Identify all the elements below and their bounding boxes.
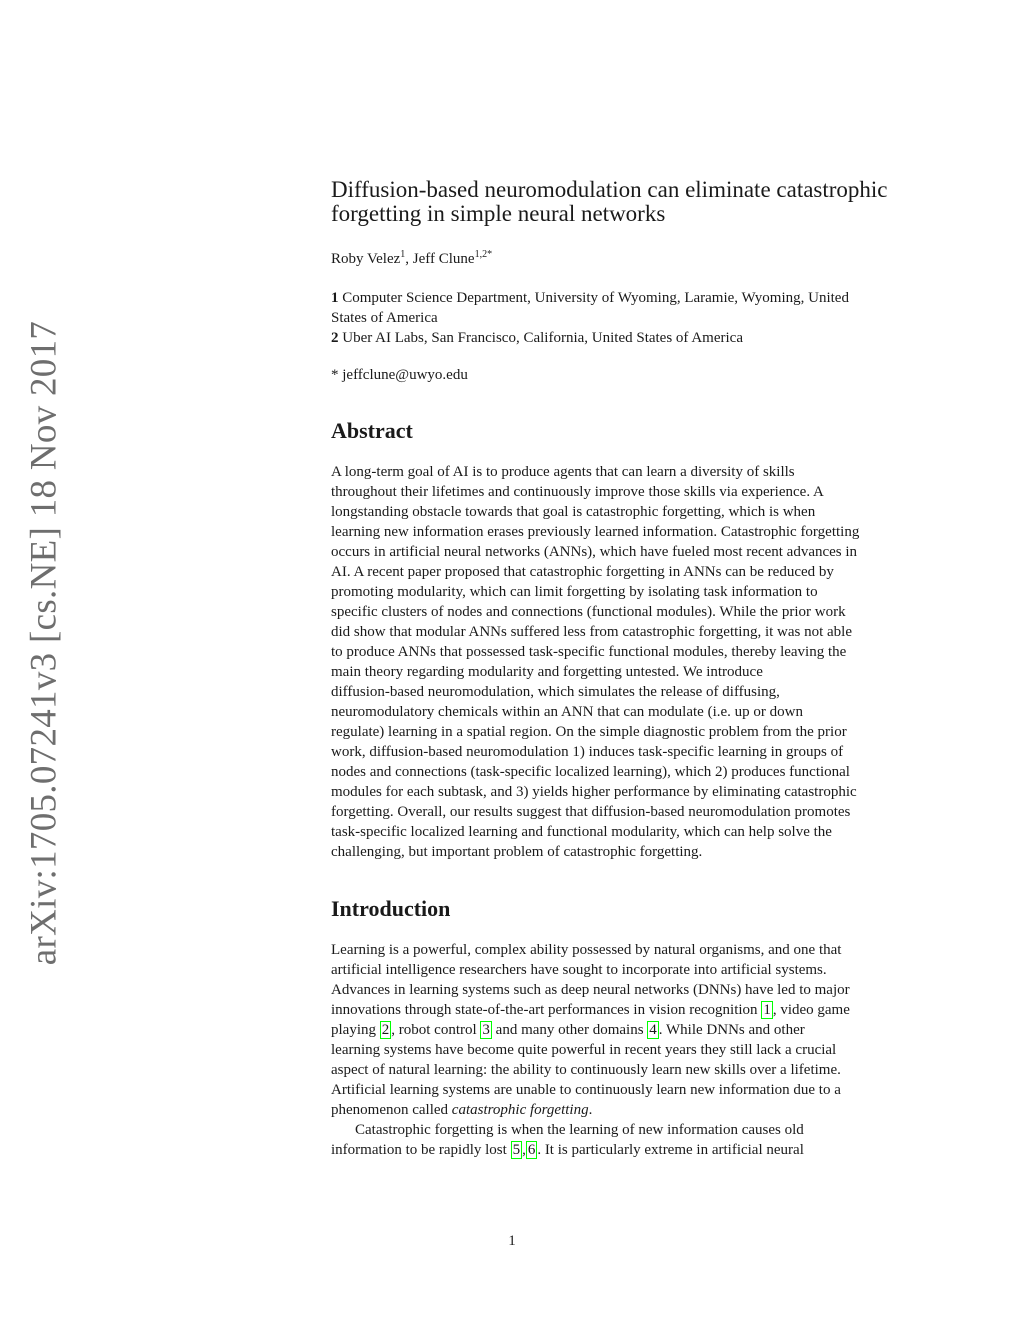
text-run: . [588, 1102, 593, 1118]
abstract-line: promoting modularity, which can limit forgetting by isolating task information to [331, 584, 818, 600]
affiliations [331, 288, 971, 348]
emphasized-term: catastrophic forgetting [451, 1102, 589, 1118]
abstract-line: challenging, but important problem of catastrophic forgetting. [331, 844, 703, 860]
text-line [331, 1000, 971, 1020]
text-run: . It is particularly extreme in artificial neural [537, 1142, 804, 1158]
abstract-line: to produce ANNs that possessed task-specific functional modules, thereby leaving the [331, 644, 847, 660]
affiliation-text: Uber AI Labs, San Francisco, California, United States of America [342, 330, 743, 346]
abstract-line: specific clusters of nodes and connections (functional modules). While the prior work [331, 604, 846, 620]
text-line: learning systems have become quite powerful in recent years they still lack a crucial [331, 1042, 837, 1058]
citation-link[interactable]: 3 [482, 1022, 490, 1038]
text-run: information to be rapidly lost [331, 1142, 511, 1158]
text-run: and many other domains [491, 1022, 648, 1038]
intro-paragraph-1 [331, 940, 971, 1120]
affiliation-2 [331, 328, 971, 348]
author-separator: , [405, 251, 413, 267]
text-run: , robot control [391, 1022, 481, 1038]
abstract-line: longstanding obstacle towards that goal is catastrophic forgetting, which is when [331, 504, 816, 520]
text-run: , video game [772, 1002, 850, 1018]
affiliation-1 [331, 288, 971, 308]
text-line [331, 1100, 971, 1120]
title-line: forgetting in simple neural networks [331, 201, 666, 226]
text-line [331, 1020, 971, 1040]
abstract-line: diffusion-based neuromodulation, which simulates the release of diffusing, [331, 684, 780, 700]
author-list [331, 249, 971, 268]
text-line: artificial intelligence researchers have sought to incorporate into artificial systems. [331, 962, 827, 978]
abstract-line: forgetting. Overall, our results suggest that diffusion-based neuromodulation promotes [331, 804, 851, 820]
text-run: innovations through state-of-the-art performances in vision recognition [331, 1002, 762, 1018]
page-number: 1 [508, 1233, 516, 1249]
citation-link[interactable]: 6 [527, 1142, 536, 1158]
introduction-heading: Introduction [331, 896, 451, 921]
abstract-line: AI. A recent paper proposed that catastrophic forgetting in ANNs can be reduced by [331, 564, 834, 580]
abstract-line: throughout their lifetimes and continuously improve those skills via experience. A [331, 484, 824, 500]
affiliation-text: Computer Science Department, University of Wyoming, Laramie, Wyoming, United [342, 290, 849, 306]
abstract-line: main theory regarding modularity and forgetting untested. We introduce [331, 664, 763, 680]
text-run: phenomenon called [331, 1102, 452, 1118]
text-line: aspect of natural learning: the ability to continuously learn new skills over a lifetime. [331, 1062, 841, 1078]
abstract-line: regulate) learning in a spatial region. On the simple diagnostic problem from the prior [331, 724, 847, 740]
abstract-line: learning new information erases previously learned information. Catastrophic forgetting [331, 524, 860, 540]
citation-link[interactable]: 1 [763, 1002, 771, 1018]
text-run: , [522, 1142, 526, 1158]
text-line [331, 1140, 971, 1160]
citation-link[interactable]: 5 [512, 1142, 521, 1158]
intro-paragraph-2 [331, 1120, 971, 1160]
text-line: Learning is a powerful, complex ability possessed by natural organisms, and one that [331, 942, 842, 958]
author-name: Roby Velez [331, 251, 401, 267]
citation-link[interactable]: 2 [381, 1022, 390, 1038]
text-run: . While DNNs and other [658, 1022, 805, 1038]
abstract-line: modules for each subtask, and 3) yields higher performance by eliminating catastrophic [331, 784, 857, 800]
abstract-body [331, 462, 971, 862]
paper-page [331, 178, 971, 1160]
text-run: playing [331, 1022, 380, 1038]
text-line: Artificial learning systems are unable to continuously learn new information due to a [331, 1082, 841, 1098]
corresponding-email: * jeffclune@uwyo.edu [331, 367, 468, 383]
arxiv-identifier: arXiv:1705.07241v3 [cs.NE] 18 Nov 2017 [23, 320, 65, 966]
paper-title [331, 178, 971, 226]
abstract-line: occurs in artificial neural networks (ANNs), which have fueled most recent advances in [331, 544, 858, 560]
affiliation-number: 2 [331, 330, 339, 346]
abstract-line: task-specific localized learning and functional modularity, which can help solve the [331, 824, 832, 840]
abstract-line: work, diffusion-based neuromodulation 1) induces task-specific learning in groups of [331, 744, 844, 760]
author-name: Jeff Clune [412, 251, 475, 267]
text-line: Advances in learning systems such as deep neural networks (DNNs) have led to major [331, 982, 850, 998]
author-affil-mark: 1,2* [474, 249, 493, 260]
abstract-line: did show that modular ANNs suffered less from catastrophic forgetting, it was not able [331, 624, 853, 640]
author-affil-mark: 1 [400, 249, 406, 260]
abstract-line: neuromodulatory chemicals within an ANN that can modulate (i.e. up or down [331, 704, 803, 720]
text-line: Catastrophic forgetting is when the learning of new information causes old [355, 1122, 804, 1138]
affiliation-number: 1 [331, 290, 339, 306]
abstract-heading: Abstract [331, 418, 413, 443]
abstract-line: nodes and connections (task-specific localized learning), which 2) produces functional [331, 764, 850, 780]
abstract-line: A long-term goal of AI is to produce agents that can learn a diversity of skills [331, 464, 795, 480]
citation-link[interactable]: 4 [649, 1022, 657, 1038]
affiliation-1-continued: States of America [331, 310, 438, 326]
title-line: Diffusion-based neuromodulation can eliminate catastrophic [331, 177, 888, 202]
